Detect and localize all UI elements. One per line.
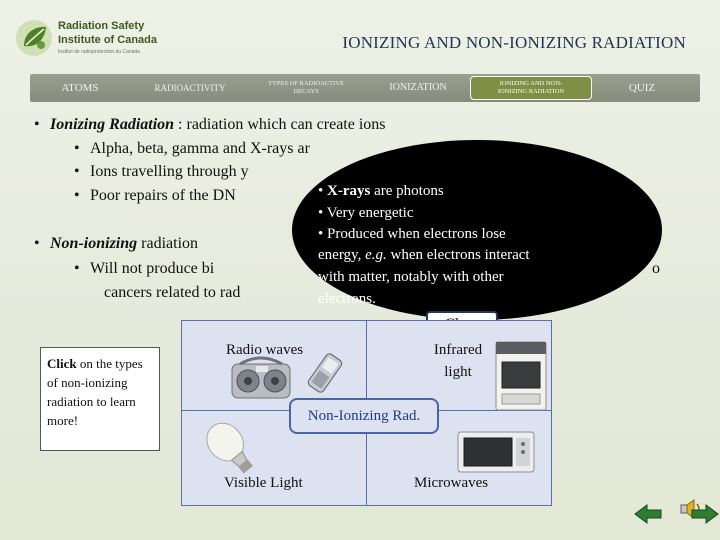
bullet-ionizing: • Ionizing Radiation : radiation which can create ions [34, 116, 386, 133]
org-name-line1: Radiation Safety [58, 20, 145, 32]
sub-bullet-no-bi-text: Will not produce bi [90, 260, 215, 277]
tab-types-line1: TYPES OF RADIOACTIVE [268, 80, 344, 87]
popup-line-energy [318, 245, 530, 266]
sub-bullet-no-bi: • Will not produce bi [74, 260, 215, 277]
instruction-click: Click [47, 356, 77, 371]
radio-waves-label[interactable]: Radio waves [226, 342, 304, 358]
popup-energy-a: energy, [318, 247, 366, 263]
sub-bullet-cancers: cancers related to rad [104, 284, 241, 301]
popup-bullet: • [318, 183, 328, 199]
instruction-text: on the types of non-ionizing radiation to learn more! [47, 356, 143, 428]
tab-atoms[interactable]: ATOMS [61, 81, 99, 94]
page-title: IONIZING AND NON-IONIZING RADIATION [342, 33, 686, 52]
microwave-icon[interactable] [456, 428, 536, 474]
popup-line-energetic: • Very energetic [318, 205, 414, 221]
popup-energy-b: when electrons interact [386, 247, 530, 263]
sub-bullet-ions: • Ions travelling through y [74, 163, 249, 180]
popup-line-produced: • Produced when electrons lose [318, 226, 506, 242]
org-name-french: Institut de radioprotection du Canada [58, 49, 140, 55]
popup-line-xrays [318, 181, 444, 202]
leaf-logo-icon [14, 18, 54, 58]
tab-types-line2: DECAYS [293, 88, 319, 95]
institute-logo [14, 16, 164, 60]
tab-quiz[interactable]: QUIZ [628, 81, 656, 94]
sub-bullet-types: • Alpha, beta, gamma and X-rays ar [74, 140, 310, 157]
bullet-non-ionizing: • Non-ionizing radiation [34, 235, 199, 252]
bullet-ionizing-text: : radiation which can create ions [174, 116, 386, 133]
tab-active-line2: IONIZING RADIATION [497, 88, 565, 95]
instruction-box [40, 347, 160, 451]
sub-bullet-no-bi-end: o [652, 260, 660, 277]
tab-active-line1: IONIZING AND NON- [499, 80, 563, 87]
visible-light-label[interactable]: Visible Light [224, 475, 303, 491]
term-ionizing: Ionizing Radiation [50, 116, 175, 133]
org-name-line2: Institute of Canada [58, 34, 158, 46]
infrared-label-line2[interactable]: light [444, 364, 472, 380]
popup-line-matter: with matter, notably with other [318, 269, 504, 285]
popup-line-electrons: electrons. [318, 291, 376, 307]
popup-eg: e.g. [365, 247, 387, 263]
oven-icon[interactable] [494, 340, 548, 412]
bullet-non-ionizing-text: radiation [137, 235, 199, 252]
sub-bullet-types-text: Alpha, beta, gamma and X-rays ar [90, 140, 310, 157]
forward-arrow-icon[interactable] [690, 503, 720, 525]
popup-xrays-rest: are photons [370, 183, 444, 199]
tab-ionization[interactable]: IONIZATION [389, 82, 447, 93]
tab-ionizing-non-ionizing[interactable] [470, 76, 592, 100]
phone-icon[interactable] [302, 350, 348, 396]
microwaves-label[interactable]: Microwaves [414, 475, 489, 491]
sub-bullet-ions-text: Ions travelling through y [90, 163, 249, 180]
tab-radioactivity[interactable]: RADIOACTIVITY [154, 82, 226, 93]
back-arrow-icon[interactable] [633, 503, 663, 525]
sub-bullet-repairs-text: Poor repairs of the DN [90, 187, 236, 204]
sub-bullet-repairs: • Poor repairs of the DN [74, 187, 236, 204]
term-non-ionizing: Non-ionizing [50, 235, 138, 252]
tab-types-of-decays[interactable] [250, 76, 362, 100]
section-nav [30, 72, 700, 106]
infrared-label-line1[interactable]: Infrared [433, 342, 483, 358]
popup-term-xrays: X-rays [327, 183, 371, 199]
non-ionizing-center-button[interactable]: Non-Ionizing Rad. [289, 398, 439, 434]
